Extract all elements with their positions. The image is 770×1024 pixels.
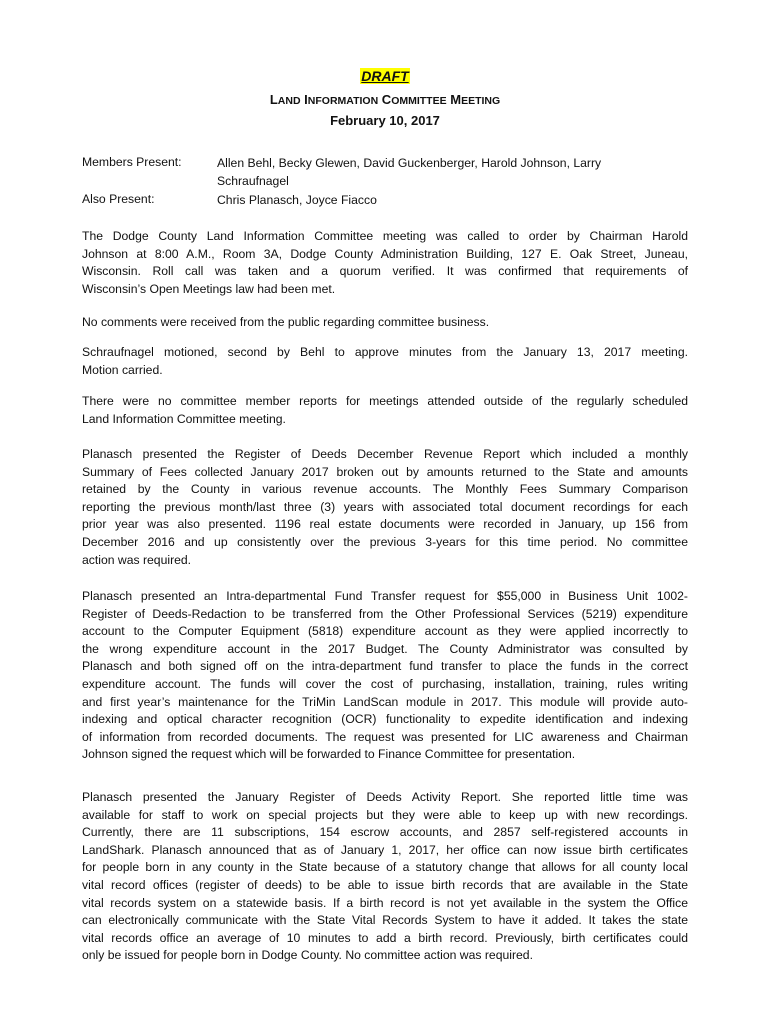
draft-text: DRAFT	[361, 68, 409, 84]
text-line: Currently, there are 11 subscriptions, 154 escrow accounts, and 2857 self-registered accounts in	[82, 825, 688, 840]
members-line: Schraufnagel	[217, 174, 289, 188]
members-line: Allen Behl, Becky Glewen, David Guckenberger, Harold Johnson, Larry	[217, 156, 602, 170]
draft-label	[0, 68, 770, 84]
text-line: Land Information Committee meeting.	[82, 411, 286, 426]
text-line: Planasch presented an Intra-departmental Fund Transfer request for $55,000 in Business Unit 1002-	[82, 589, 688, 603]
paragraph	[82, 228, 688, 298]
text-line: No comments were received from the public regarding committee business.	[82, 315, 490, 329]
text-line: indexing and optical character recognition (OCR) functionality to expedite identification and indexing	[82, 712, 688, 727]
paragraph	[82, 344, 688, 379]
text-line: Planasch presented the January Register of Deeds Activity Report. She reported little time was	[82, 790, 688, 804]
members-present-list	[217, 154, 601, 190]
text-line: account to the Computer Equipment (5818) expenditure account as they were applied incorrectly to	[82, 624, 688, 639]
document-title: LAND INFORMATION COMMITTEE MEETING	[269, 92, 501, 107]
text-line: retained by the County in various revenue accounts. The Monthly Fees Summary Comparison	[82, 482, 688, 497]
meeting-date: February 10, 2017	[330, 113, 440, 128]
text-line: prior year was also presented. 1196 real estate documents were recorded in January, up 156 from	[82, 517, 688, 532]
paragraph	[82, 314, 688, 332]
text-line: The Dodge County Land Information Committee meeting was called to order by Chairman Harold	[82, 229, 688, 243]
text-line: only be issued for people born in Dodge County. No committee action was required.	[82, 948, 533, 963]
text-line: action was required.	[82, 552, 192, 567]
text-line: Johnson signed the request which will be forwarded to Finance Committee for presentation.	[82, 747, 576, 762]
text-line: and first year’s maintenance for the TriMin LandScan module in 2017. This module will provide auto-	[82, 694, 688, 709]
paragraph	[82, 446, 688, 569]
text-line: vital records office an average of 10 minutes to add a birth record. Previously, birth certificates could	[82, 930, 688, 945]
also-present-list: Chris Planasch, Joyce Fiacco	[217, 193, 377, 207]
text-line: expenditure account. The funds will cover the cost of purchasing, installation, training, rules writing	[82, 676, 688, 691]
text-line: Summary of Fees collected January 2017 broken out by amounts returned to the State and amounts	[82, 464, 688, 479]
text-line: Wisconsin’s Open Meetings law had been met.	[82, 281, 336, 296]
text-line: Schraufnagel motioned, second by Behl to approve minutes from the January 13, 2017 meeting.	[82, 345, 688, 359]
paragraph	[82, 588, 688, 764]
text-line: December 2016 and up consistently over the previous 3-years for this time period. No committee	[82, 534, 688, 549]
text-line: for people born in any county in the State because of a statutory change that allows for all county local	[82, 860, 688, 875]
text-line: the wrong expenditure account in the 2017 Budget. The County Administrator was consulted by	[82, 641, 688, 656]
text-line: Planasch presented the Register of Deeds December Revenue Report which included a monthly	[82, 447, 688, 461]
text-line: of information from recorded documents. The request was presented for LIC awareness and Chairman	[82, 729, 688, 744]
text-line: vital records system on a statewide basis. If a birth record is not yet available in the system the Office	[82, 895, 688, 910]
text-line: Motion carried.	[82, 362, 163, 377]
text-line: Register of Deeds-Redaction to be transferred from the Other Professional Services (5219) expenditure	[82, 606, 688, 621]
paragraph	[82, 789, 688, 965]
text-line: Planasch and both signed off on the intra-department fund transfer to place the funds in the correct	[82, 659, 688, 674]
text-line: There were no committee member reports for meetings attended outside of the regularly scheduled	[82, 394, 688, 408]
text-line: can electronically communicate with the State Vital Records System to have it added. It takes the state	[82, 913, 688, 928]
members-present-label: Members Present:	[82, 155, 182, 169]
also-present-label: Also Present:	[82, 192, 155, 206]
text-line: Johnson at 8:00 A.M., Room 3A, Dodge County Administration Building, 127 E. Oak Street, Juneau,	[82, 246, 688, 261]
text-line: vital record offices (register of deeds) to be able to issue birth records that are available in the State	[82, 877, 688, 892]
text-line: available for staff to work on special projects but they were able to keep up with new recordings.	[82, 807, 688, 822]
paragraph	[82, 393, 688, 428]
text-line: Wisconsin. Roll call was taken and a quorum verified. It was confirmed that requirements of	[82, 264, 688, 279]
text-line: LandShark. Planasch announced that as of January 1, 2017, her office can now issue birth certificates	[82, 842, 688, 857]
text-line: reporting the previous month/last three (3) years with associated total document recordings for each	[82, 499, 688, 514]
